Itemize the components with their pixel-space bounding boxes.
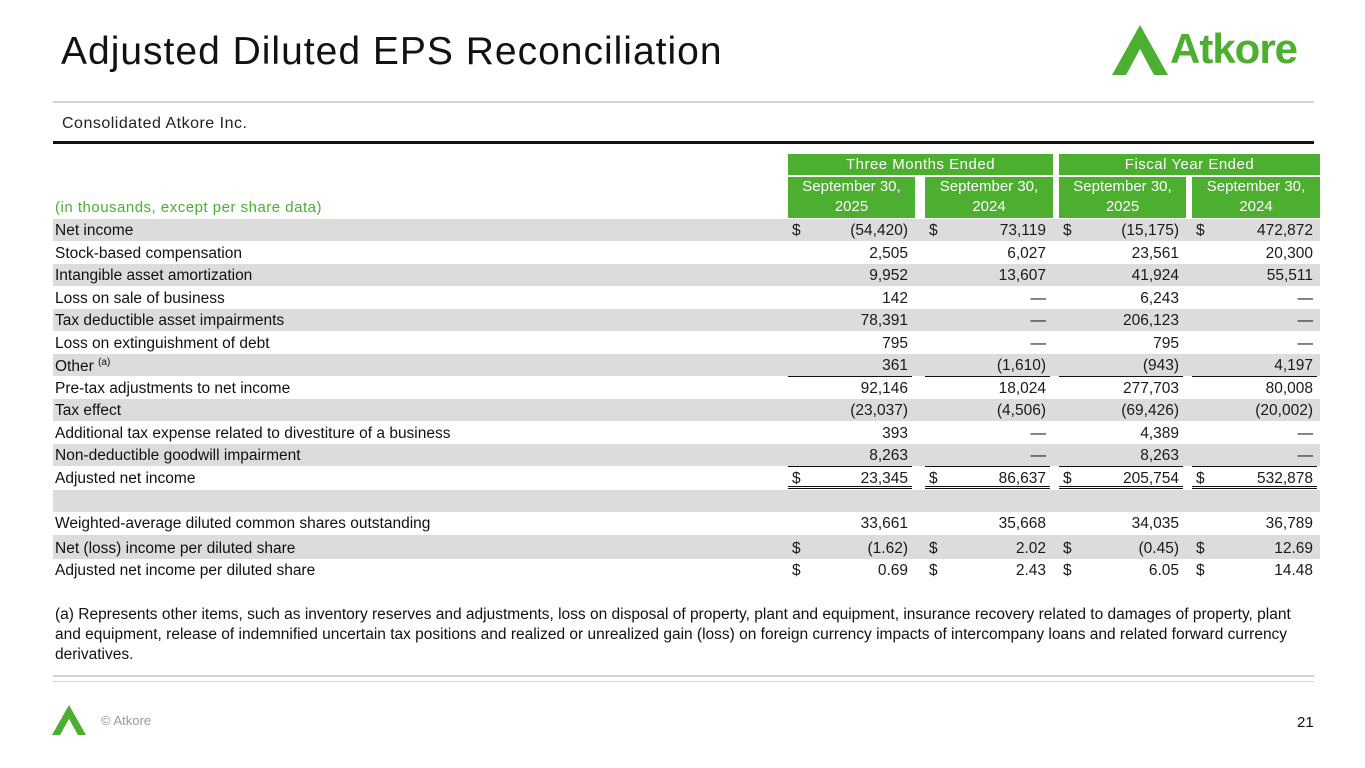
table-cell (1192, 264, 1320, 286)
cell-value: (1.62) (867, 540, 908, 557)
table-row (53, 512, 1320, 534)
subtitle: Consolidated Atkore Inc. (62, 115, 248, 132)
column-header-line: 2025 (834, 198, 869, 215)
table-cell (925, 219, 1053, 241)
total-double-rule (1059, 486, 1183, 489)
total-rule-top (788, 466, 912, 467)
table-cell (788, 559, 915, 581)
cell-value: — (1030, 312, 1046, 329)
column-header (788, 177, 915, 218)
cell-value: 8,263 (1140, 447, 1179, 464)
column-header-line: 2025 (1105, 198, 1140, 215)
row-label: Additional tax expense related to divestiture of a business (55, 425, 451, 442)
divider-thick (53, 141, 1314, 144)
table-cell (1059, 512, 1186, 534)
table-cell (925, 559, 1053, 581)
cell-value: 361 (882, 357, 908, 374)
subtotal-rule (1059, 376, 1183, 377)
column-header-line: September 30, (1206, 178, 1306, 195)
group-header: Three Months Ended (788, 154, 1053, 175)
table-cell (1192, 354, 1320, 376)
table-cell (925, 537, 1053, 559)
cell-value: 795 (882, 335, 908, 352)
table-cell (925, 377, 1053, 399)
cell-value: 142 (882, 290, 908, 307)
cell-value: 73,119 (999, 222, 1046, 239)
group-header: Fiscal Year Ended (1059, 154, 1320, 175)
table-cell (1192, 444, 1320, 466)
cell-value: 34,035 (1131, 515, 1179, 532)
page-number: 21 (1297, 714, 1314, 731)
cell-value: 6.05 (1148, 562, 1179, 579)
row-label: Intangible asset amortization (55, 267, 253, 284)
table-cell (1192, 422, 1320, 444)
column-header (1192, 177, 1320, 218)
cell-value: 8,263 (869, 447, 908, 464)
table-row (53, 354, 1320, 376)
cell-value: (0.45) (1138, 540, 1179, 557)
cell-value: (1,610) (996, 357, 1046, 374)
table-cell (788, 490, 915, 512)
table-cell (788, 399, 915, 421)
currency-symbol: $ (792, 470, 801, 487)
table-row (53, 287, 1320, 309)
cell-value: 41,924 (1131, 267, 1179, 284)
table-cell (925, 444, 1053, 466)
cell-value: 2,505 (869, 245, 908, 262)
table-cell (925, 490, 1053, 512)
table-cell (1059, 422, 1186, 444)
currency-symbol: $ (1196, 222, 1205, 239)
page-title: Adjusted Diluted EPS Reconciliation (61, 30, 723, 73)
table-cell (788, 309, 915, 331)
table-cell (788, 332, 915, 354)
column-header (925, 177, 1053, 218)
divider-footer (53, 675, 1314, 677)
table-cell (1059, 444, 1186, 466)
table-cell (1059, 242, 1186, 264)
table-cell (1059, 537, 1186, 559)
table-cell (925, 332, 1053, 354)
table-cell (925, 422, 1053, 444)
table-cell (1192, 377, 1320, 399)
table-cell (1059, 219, 1186, 241)
cell-value: 795 (1153, 335, 1179, 352)
table-cell (788, 537, 915, 559)
cell-value: 532,878 (1256, 470, 1313, 487)
table-row (53, 309, 1320, 331)
cell-value: (943) (1142, 357, 1179, 374)
cell-value: 36,789 (1265, 515, 1313, 532)
footnote: (a) Represents other items, such as inventory reserves and adjustments, loss on disposal of property, plant and equipment, insurance recovery related to damages of property, plant and equipment, release of indemnified uncertain tax positions and realized or unrealized gain (loss) on foreign currency impacts of intercompany loans and related forward currency derivatives. (55, 606, 1291, 663)
cell-value: 55,511 (1266, 267, 1313, 284)
subtotal-rule (788, 376, 912, 377)
table-cell (925, 264, 1053, 286)
units-label: (in thousands, except per share data) (55, 199, 322, 216)
table-cell (925, 287, 1053, 309)
row-label: Adjusted net income (55, 470, 196, 487)
cell-value: 6,027 (1007, 245, 1046, 262)
table-cell (1059, 399, 1186, 421)
table-row (53, 377, 1320, 399)
table-cell (1059, 377, 1186, 399)
table-cell (1192, 512, 1320, 534)
table-cell (1192, 490, 1320, 512)
table-row (53, 559, 1320, 581)
table-row (53, 242, 1320, 264)
cell-value: 35,668 (998, 515, 1046, 532)
subtotal-rule (1192, 376, 1317, 377)
cell-value: 9,952 (869, 267, 908, 284)
table-cell (788, 512, 915, 534)
cell-value: 13,607 (998, 267, 1046, 284)
currency-symbol: $ (929, 562, 938, 579)
currency-symbol: $ (929, 470, 938, 487)
total-double-rule (788, 486, 912, 489)
copyright: © Atkore (101, 713, 152, 728)
cell-value: 472,872 (1256, 222, 1313, 239)
cell-value: 393 (882, 425, 908, 442)
table-cell (788, 287, 915, 309)
column-header-line: September 30, (939, 178, 1039, 195)
cell-value: 80,008 (1265, 380, 1313, 397)
column-header-line: September 30, (802, 178, 901, 195)
table-cell (925, 399, 1053, 421)
cell-value: 12.69 (1274, 540, 1313, 557)
divider-top (53, 101, 1314, 103)
currency-symbol: $ (1063, 470, 1072, 487)
cell-value: — (1297, 290, 1313, 307)
currency-symbol: $ (792, 540, 801, 557)
column-header (1059, 177, 1186, 218)
currency-symbol: $ (1196, 562, 1205, 579)
row-label: Tax deductible asset impairments (55, 312, 285, 329)
table-cell (1059, 354, 1186, 376)
cell-value: 20,300 (1265, 245, 1313, 262)
table-cell (1192, 559, 1320, 581)
cell-value: 4,197 (1274, 357, 1313, 374)
cell-value: 14.48 (1274, 562, 1313, 579)
cell-value: 18,024 (998, 380, 1046, 397)
table-cell (925, 512, 1053, 534)
table-cell (788, 264, 915, 286)
subtotal-rule (925, 376, 1050, 377)
cell-value: — (1030, 335, 1046, 352)
cell-value: (54,420) (850, 222, 908, 239)
cell-value: 33,661 (860, 515, 908, 532)
table-cell (788, 242, 915, 264)
cell-value: 0.69 (877, 562, 908, 579)
table-row (53, 535, 1320, 559)
table-row (53, 332, 1320, 354)
currency-symbol: $ (1063, 562, 1072, 579)
cell-value: 23,561 (1131, 245, 1179, 262)
cell-value: — (1297, 335, 1313, 352)
row-label: Pre-tax adjustments to net income (55, 380, 291, 397)
cell-value: — (1297, 425, 1313, 442)
table-cell (1192, 399, 1320, 421)
row-label: Loss on extinguishment of debt (55, 335, 270, 352)
cell-value: (69,426) (1121, 402, 1179, 419)
table-row (53, 264, 1320, 286)
cell-value: 4,389 (1140, 425, 1179, 442)
cell-value: — (1297, 447, 1313, 464)
table-cell (1059, 559, 1186, 581)
atkore-footer-logo-icon (52, 705, 88, 735)
table-cell (1192, 537, 1320, 559)
row-label: Loss on sale of business (55, 290, 225, 307)
row-label: Non-deductible goodwill impairment (55, 447, 301, 464)
table-cell (1192, 242, 1320, 264)
table-cell (1192, 309, 1320, 331)
currency-symbol: $ (929, 222, 938, 239)
cell-value: (15,175) (1121, 222, 1179, 239)
row-label: Tax effect (55, 402, 122, 419)
column-header-line: 2024 (1239, 198, 1273, 215)
cell-value: 206,123 (1122, 312, 1179, 329)
cell-value: (4,506) (996, 402, 1046, 419)
currency-symbol: $ (792, 222, 801, 239)
table-cell (788, 444, 915, 466)
table-cell (1192, 219, 1320, 241)
row-label: Stock-based compensation (55, 245, 242, 262)
cell-value: (23,037) (850, 402, 908, 419)
total-double-rule (1192, 486, 1317, 489)
brand-name: Atkore (1170, 25, 1298, 72)
total-double-rule (925, 486, 1050, 489)
table-row (53, 490, 1320, 512)
table-cell (925, 354, 1053, 376)
column-header-line: September 30, (1073, 178, 1172, 195)
cell-value: 78,391 (860, 312, 908, 329)
row-label: Adjusted net income per diluted share (55, 562, 316, 579)
row-label: Net income (55, 222, 134, 239)
currency-symbol: $ (1196, 540, 1205, 557)
divider-footer-thin (53, 681, 1314, 682)
row-label: Weighted-average diluted common shares outstanding (55, 515, 431, 532)
table-cell (1059, 332, 1186, 354)
table-cell (788, 422, 915, 444)
currency-symbol: $ (1196, 470, 1205, 487)
total-rule-top (925, 466, 1050, 467)
cell-value: — (1030, 447, 1046, 464)
column-header-line: 2024 (972, 198, 1006, 215)
table-row (53, 422, 1320, 444)
cell-value: 2.43 (1015, 562, 1046, 579)
table-cell (1059, 309, 1186, 331)
cell-value: 86,637 (998, 470, 1046, 487)
currency-symbol: $ (1063, 222, 1072, 239)
cell-value: 92,146 (860, 380, 908, 397)
row-label: Net (loss) income per diluted share (55, 540, 296, 557)
row-footnote-marker: (a) (98, 357, 111, 368)
cell-value: 205,754 (1122, 470, 1179, 487)
table-cell (788, 219, 915, 241)
cell-value: (20,002) (1255, 402, 1313, 419)
currency-symbol: $ (792, 562, 801, 579)
table-cell (925, 309, 1053, 331)
total-rule-top (1059, 466, 1183, 467)
cell-value: 277,703 (1122, 380, 1179, 397)
cell-value: — (1030, 290, 1046, 307)
cell-value: — (1297, 312, 1313, 329)
row-label: Other (55, 358, 94, 376)
table-row (53, 219, 1320, 241)
table-cell (788, 354, 915, 376)
table-cell (1192, 332, 1320, 354)
table-cell (1059, 287, 1186, 309)
cell-value: — (1030, 425, 1046, 442)
row-label-with-note (55, 357, 110, 376)
table-cell (788, 377, 915, 399)
table-cell (1059, 264, 1186, 286)
cell-value: 6,243 (1140, 290, 1179, 307)
cell-value: 23,345 (860, 470, 908, 487)
table-row (53, 399, 1320, 421)
table-cell (1192, 287, 1320, 309)
currency-symbol: $ (1063, 540, 1072, 557)
table-cell (1059, 490, 1186, 512)
cell-value: 2.02 (1015, 540, 1046, 557)
table-row (53, 444, 1320, 466)
currency-symbol: $ (929, 540, 938, 557)
total-rule-top (1192, 466, 1317, 467)
table-cell (925, 242, 1053, 264)
